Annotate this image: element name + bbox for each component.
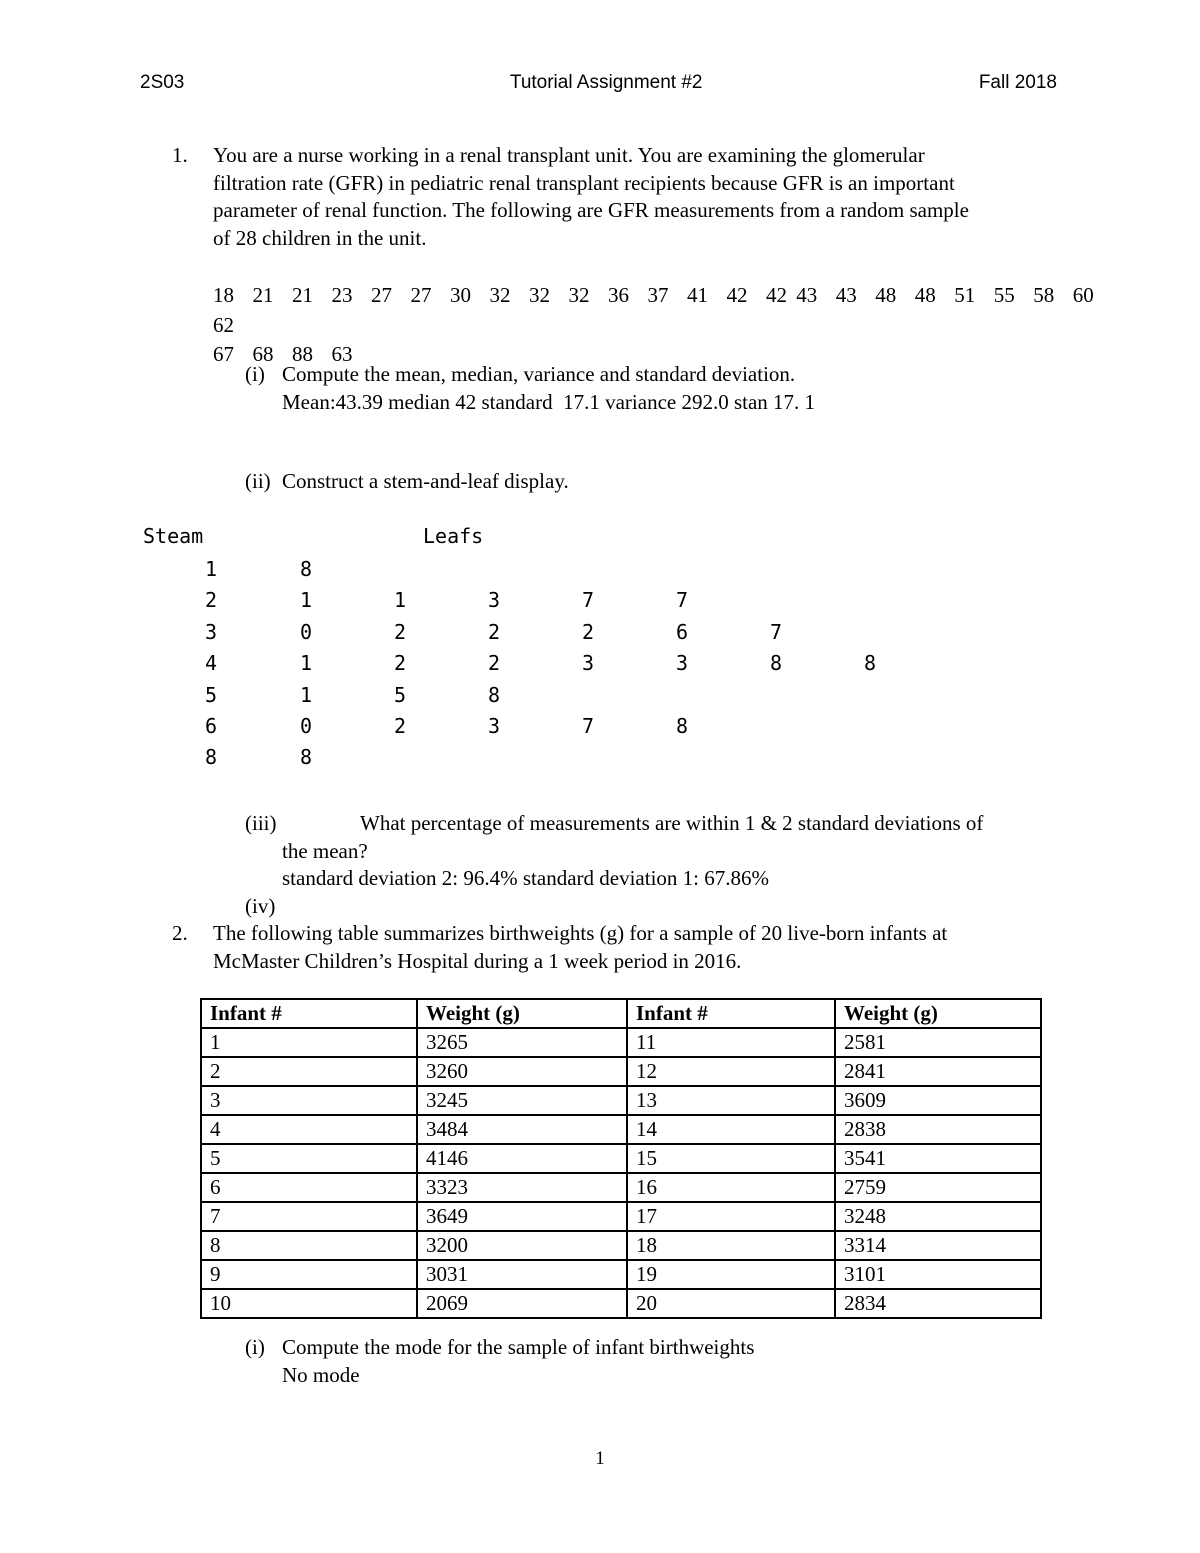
weight-value: 3031 (417, 1260, 627, 1289)
leaf-value: 2 (582, 619, 595, 644)
table-row (201, 1173, 1041, 1202)
infant-number: 16 (627, 1173, 835, 1202)
leaf-value: 7 (582, 588, 595, 613)
weight-value: 3200 (417, 1231, 627, 1260)
q1-part-iv-label: (iv) (245, 893, 276, 918)
column-header: Weight (g) (417, 999, 627, 1028)
table-row (201, 1057, 1041, 1086)
leaf-value: 2 (394, 651, 407, 676)
leaf-value: 8 (770, 651, 783, 676)
stem-value: 1 (205, 557, 218, 581)
leaf-value: 2 (488, 619, 501, 644)
leaf-value: 7 (770, 619, 783, 644)
table-row (201, 1260, 1041, 1289)
term-label: Fall 2018 (978, 72, 1057, 93)
q2-part-i (245, 1334, 754, 1389)
leaf-value: 1 (300, 588, 313, 613)
leaf-value: 0 (300, 713, 313, 738)
weight-value: 3245 (417, 1086, 627, 1115)
weight-value: 2759 (835, 1173, 1041, 1202)
stem-leaf-row (205, 714, 958, 745)
q1-part-i-answer: Mean:43.39 median 42 standard 17.1 variance 292.0 stan 17. 1 (282, 389, 816, 414)
stem-value: 6 (205, 713, 218, 738)
infant-number: 13 (627, 1086, 835, 1115)
q2-part-i-label: (i) (245, 1335, 265, 1359)
stem-value: 3 (205, 619, 218, 644)
birthweight-table-head (201, 999, 1041, 1028)
table-row (201, 1115, 1041, 1144)
gfr-measurements (213, 281, 1113, 370)
stem-value: 4 (205, 651, 218, 676)
stem-value: 2 (205, 588, 218, 613)
leaf-value: 7 (676, 588, 689, 613)
q1-part-ii-question: Construct a stem-and-leaf display. (282, 469, 569, 493)
q1-part-iii-line-1 (245, 810, 1125, 838)
leaf-value: 2 (394, 713, 407, 738)
leaf-value: 8 (488, 682, 501, 707)
table-row (201, 1289, 1041, 1318)
page-number: 1 (595, 1448, 605, 1469)
leaf-value: 3 (488, 588, 501, 613)
weight-value: 4146 (417, 1144, 627, 1173)
gfr-data-line-1: 18 21 21 23 27 27 30 32 32 32 36 37 41 42 42 43 43 48 48 51 55 58 60 62 (213, 283, 1113, 337)
infant-number: 17 (627, 1202, 835, 1231)
weight-value: 3323 (417, 1173, 627, 1202)
question-1-line: filtration rate (GFR) in pediatric renal transplant recipients because GFR is an important (213, 170, 955, 195)
q1-part-iii-question-cont: the mean? (282, 838, 368, 863)
infant-number: 20 (627, 1289, 835, 1318)
stem-leaf-row (205, 557, 958, 588)
weight-value: 2838 (835, 1115, 1041, 1144)
question-1-number: 1. (172, 143, 188, 167)
weight-value: 3541 (835, 1144, 1041, 1173)
leaf-value: 3 (488, 713, 501, 738)
q1-part-ii (245, 468, 569, 496)
stem-value: 5 (205, 682, 218, 707)
leaf-value: 8 (300, 557, 313, 581)
q1-part-i-label: (i) (245, 362, 265, 386)
weight-value: 2834 (835, 1289, 1041, 1318)
question-1-line: of 28 children in the unit. (213, 225, 427, 250)
leaf-value: 6 (676, 619, 689, 644)
infant-number: 5 (201, 1144, 417, 1173)
infant-number: 12 (627, 1057, 835, 1086)
stem-leaf-header (143, 524, 958, 548)
q1-part-i-question: Compute the mean, median, variance and standard deviation. (282, 362, 796, 386)
q2-part-i-body (282, 1334, 754, 1389)
infant-number: 18 (627, 1231, 835, 1260)
weight-value: 2581 (835, 1028, 1041, 1057)
table-row (201, 1028, 1041, 1057)
leaf-value: 1 (394, 588, 407, 613)
leaf-value: 5 (394, 682, 407, 707)
stem-leaf-row (205, 588, 958, 619)
weight-value: 2069 (417, 1289, 627, 1318)
infant-number: 2 (201, 1057, 417, 1086)
question-2-text (213, 920, 1083, 975)
weight-value: 3314 (835, 1231, 1041, 1260)
question-1-text (213, 142, 1083, 252)
question-2 (172, 920, 1083, 975)
leaf-value: 0 (300, 619, 313, 644)
weight-value: 2841 (835, 1057, 1041, 1086)
question-2-line: The following table summarizes birthweights (g) for a sample of 20 live-born infants at (213, 921, 948, 945)
stem-leaf-row (205, 745, 958, 776)
leaf-value: 1 (300, 651, 313, 676)
q1-part-i-body (282, 361, 815, 416)
question-2-number: 2. (172, 921, 188, 945)
table-row (201, 1144, 1041, 1173)
infant-number: 7 (201, 1202, 417, 1231)
stem-value: 8 (205, 745, 218, 770)
infant-number: 1 (201, 1028, 417, 1057)
weight-value: 3265 (417, 1028, 627, 1057)
leaf-value: 3 (676, 651, 689, 676)
q1-part-iii-answer: standard deviation 2: 96.4% standard deviation 1: 67.86% (282, 866, 769, 890)
infant-number: 15 (627, 1144, 835, 1173)
leaf-value: 3 (582, 651, 595, 676)
document-title: Tutorial Assignment #2 (509, 72, 703, 93)
stem-header: Steam (143, 524, 204, 548)
stem-leaf-rows (205, 557, 958, 777)
infant-number: 6 (201, 1173, 417, 1202)
infant-number: 4 (201, 1115, 417, 1144)
q2-part-i-answer: No mode (282, 1362, 360, 1387)
q1-part-iii (245, 810, 1125, 920)
infant-number: 8 (201, 1231, 417, 1260)
q1-part-iii-label: (iii) (245, 811, 277, 835)
leaf-value: 1 (300, 682, 313, 707)
stem-leaf-row (205, 651, 958, 682)
weight-value: 3101 (835, 1260, 1041, 1289)
infant-number: 3 (201, 1086, 417, 1115)
question-1 (172, 142, 1083, 252)
column-header: Infant # (627, 999, 835, 1028)
q1-part-i (245, 361, 815, 416)
table-row (201, 1086, 1041, 1115)
leaf-value: 8 (300, 745, 313, 770)
birthweight-table-body (201, 1028, 1041, 1318)
stem-leaf-row (205, 620, 958, 651)
gfr-data-line-2: 67 68 88 63 (213, 342, 353, 366)
infant-number: 14 (627, 1115, 835, 1144)
weight-value: 3260 (417, 1057, 627, 1086)
column-header: Weight (g) (835, 999, 1041, 1028)
infant-number: 10 (201, 1289, 417, 1318)
question-1-line: You are a nurse working in a renal transplant unit. You are examining the glomerular (213, 143, 925, 167)
stem-and-leaf-display (0, 524, 958, 777)
q1-part-iii-question: What percentage of measurements are within 1 & 2 standard deviations of (360, 811, 984, 835)
infant-number: 19 (627, 1260, 835, 1289)
leaf-value: 8 (864, 651, 877, 676)
table-header-row (201, 999, 1041, 1028)
leaf-value: 2 (394, 619, 407, 644)
table-row (201, 1202, 1041, 1231)
course-code: 2S03 (140, 72, 185, 93)
leaf-header: Leafs (423, 524, 484, 548)
q1-part-ii-label: (ii) (245, 469, 271, 493)
leaf-value: 8 (676, 713, 689, 738)
q2-part-i-question: Compute the mode for the sample of infant birthweights (282, 1335, 755, 1359)
stem-leaf-row (205, 683, 958, 714)
infant-number: 9 (201, 1260, 417, 1289)
leaf-value: 7 (582, 713, 595, 738)
weight-value: 3649 (417, 1202, 627, 1231)
weight-value: 3609 (835, 1086, 1041, 1115)
table-row (201, 1231, 1041, 1260)
question-1-line: parameter of renal function. The following are GFR measurements from a random sample (213, 198, 969, 222)
weight-value: 3484 (417, 1115, 627, 1144)
column-header: Infant # (201, 999, 417, 1028)
birthweight-table (200, 998, 1042, 1319)
infant-number: 11 (627, 1028, 835, 1057)
question-2-line: McMaster Children’s Hospital during a 1 week period in 2016. (213, 948, 742, 973)
leaf-value: 2 (488, 651, 501, 676)
weight-value: 3248 (835, 1202, 1041, 1231)
